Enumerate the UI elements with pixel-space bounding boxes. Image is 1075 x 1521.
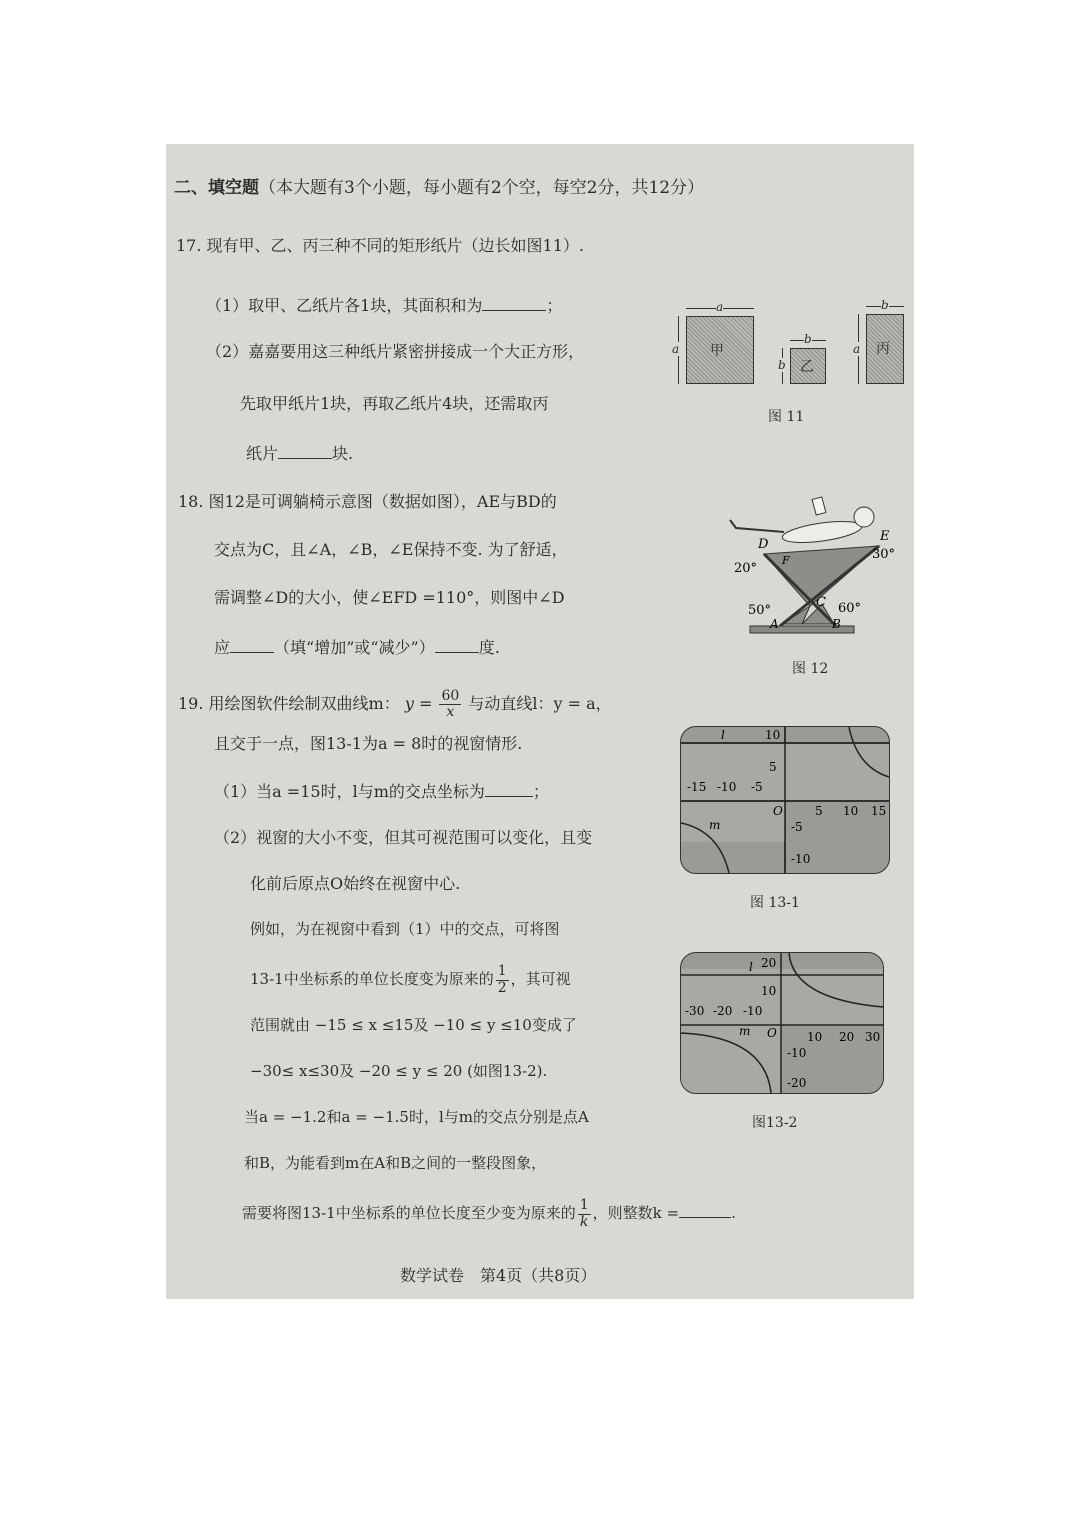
q17-part2-line3-end: 块. [332,444,354,463]
figure-11-caption: 图 11 [768,409,805,425]
q19-1k-num: 1 [579,1197,589,1214]
answer-blank[interactable] [482,294,546,311]
answer-blank[interactable] [278,442,332,459]
q18-line3: 需调整∠D的大小，使∠EFD =110°，则图中∠D [214,588,565,607]
q19-part1-end: ； [532,782,549,801]
y-tick: 10 [761,984,777,998]
figure-12 [714,484,914,684]
q17-part2-line1: （2）嘉嘉要用这三种纸片紧密拼接成一个大正方形， [206,342,585,361]
card-bing-name: 丙 [876,341,890,357]
x-tick: 30 [865,1030,881,1044]
answer-blank[interactable] [679,1202,731,1218]
point-c-label: C [816,595,826,610]
answer-blank[interactable] [435,636,479,653]
page-footer: 数学试卷 第4页（共8页） [400,1266,597,1285]
q19-example-line1: 例如，为在视窗中看到（1）中的交点，可将图 [250,920,560,938]
y-tick: -5 [791,820,803,834]
q19-example-line7-b: ，则整数k = [592,1204,680,1222]
graph-13-1 [681,727,889,873]
x-tick: -10 [717,780,737,794]
line-l-label: l [749,960,753,974]
x-tick: -20 [713,1004,733,1018]
card-yi-side-label: b [778,358,786,372]
card-yi [778,332,826,384]
q19-example-line7-end: . [731,1204,736,1222]
q17-part2-line3 [246,442,353,463]
angle-b-label: 60° [838,601,862,616]
q17-part2-line2: 先取甲纸片1块，再取乙纸片4块，还需取丙 [240,394,549,413]
q19-example-line2-a: 13-1中坐标系的单位长度变为原来的 [250,970,494,988]
q19-part1 [214,780,549,801]
point-a-label: A [770,617,779,631]
card-yi-name: 乙 [800,359,814,375]
q19-line1-a: 19. 用绘图软件绘制双曲线m： [178,694,400,713]
q19-example-line3: 范围就由 −15 ≤ x ≤15及 −10 ≤ y ≤10变成了 [250,1016,577,1034]
x-tick: 5 [815,804,823,818]
q19-part2-line1: （2）视窗的大小不变，但其可视范围可以变化，且变 [214,828,593,847]
q18-line4-a: 应 [214,638,231,657]
y-tick: 5 [769,760,777,774]
q19-example-line7-a: 需要将图13-1中坐标系的单位长度至少变为原来的 [242,1204,576,1222]
person-body-icon [781,518,863,547]
y-tick: -10 [791,852,811,866]
q19-fraction-60-x [439,689,461,721]
x-tick: -10 [743,1004,763,1018]
card-jia-top-label: a [716,300,724,314]
q19-equation-y: y = [404,694,433,713]
q19-part1-text: （1）当a =15时，l与m的交点坐标为 [214,782,485,801]
q19-example-line7 [242,1190,736,1236]
q19-part2-line2: 化前后原点O始终在视窗中心. [250,874,461,893]
card-yi-top-label: b [804,332,812,346]
q19-line1 [178,680,612,728]
answer-blank[interactable] [230,636,274,653]
recliner-diagram [714,484,914,684]
curve-m-label: m [709,818,721,832]
q18-line4-b: （填“增加”或“减少”） [274,638,435,657]
answer-blank[interactable] [485,780,533,797]
q19-fraction-1-k [578,1198,591,1230]
q18-line4-c: 度. [478,638,500,657]
card-bing [853,298,904,384]
card-jia [672,300,754,384]
card-bing-side-label: a [853,342,861,356]
point-f-label: F [782,554,790,567]
angle-d-label: 20° [734,561,758,576]
q19-fraction-den: x [446,704,455,720]
q17-part1-end: ； [546,296,563,315]
point-b-label: B [832,617,841,631]
q19-example-line6: 和B，为能看到m在A和B之间的一整段图象， [244,1154,547,1172]
y-tick: 10 [765,728,781,742]
x-tick: 20 [839,1030,855,1044]
line-l-label: l [721,728,725,742]
x-tick: 10 [843,804,859,818]
y-tick: -20 [787,1076,807,1090]
person-legs-icon [730,520,784,532]
figure-13-1-window [680,726,890,874]
q19-example-line2-b: ，其可视 [510,970,571,988]
person-head-icon [854,507,874,527]
q19-line2: 且交于一点，图13-1为a = 8时的视窗情形. [214,734,523,753]
x-tick: -15 [687,780,707,794]
point-d-label: D [758,537,769,552]
exam-page [166,144,914,1299]
figure-11 [672,298,911,425]
q19-1k-den: k [579,1213,589,1230]
x-tick: -30 [685,1004,705,1018]
section-note: （本大题有3个小题，每小题有2个空，每空2分，共12分） [259,178,705,198]
q17-part1 [206,294,562,315]
book-icon [812,497,826,515]
figure-12-caption: 图 12 [792,661,829,677]
q17-stem: 17. 现有甲、乙、丙三种不同的矩形纸片（边长如图11）. [176,236,584,255]
q19-example-line5: 当a = −1.2和a = −1.5时，l与m的交点分别是点A [244,1108,589,1126]
q19-fraction-half [496,964,509,996]
q19-half-den: 2 [497,979,507,996]
figure-13-2-caption: 图13-2 [752,1115,798,1131]
x-tick: 15 [871,804,887,818]
q19-fraction-num: 60 [441,687,460,704]
card-bing-top-label: b [881,298,889,312]
q18-line1: 18. 图12是可调躺椅示意图（数据如图），AE与BD的 [178,492,557,511]
card-jia-name: 甲 [710,343,724,359]
graph-13-2 [681,953,883,1093]
point-e-label: E [880,529,890,544]
q18-line2: 交点为C，且∠A，∠B，∠E保持不变. 为了舒适， [214,540,568,559]
q19-example-line2 [250,956,571,1002]
q18-line4 [214,636,500,657]
y-tick: -10 [787,1046,807,1060]
origin-label: O [767,1026,777,1040]
q19-line1-b: 与动直线l：y = a， [468,694,612,713]
x-tick: 10 [807,1030,823,1044]
x-tick: -5 [751,780,763,794]
origin-label: O [773,804,783,818]
q17-part1-text: （1）取甲、乙纸片各1块，其面积和为 [206,296,483,315]
angle-a-label: 50° [748,603,772,618]
section-title: 二、填空题 [174,178,259,198]
section-header [174,178,704,198]
q19-example-line4: −30≤ x≤30及 −20 ≤ y ≤ 20 (如图13-2). [250,1062,548,1080]
curve-m-label: m [739,1024,751,1038]
q17-part2-line3-text: 纸片 [246,444,279,463]
figure-13-1-caption: 图 13-1 [750,895,800,911]
card-jia-side-label: a [672,342,680,356]
y-tick: 20 [761,956,777,970]
figure-13-2-window [680,952,884,1094]
q19-half-num: 1 [497,963,507,980]
angle-e-label: 30° [872,547,896,562]
